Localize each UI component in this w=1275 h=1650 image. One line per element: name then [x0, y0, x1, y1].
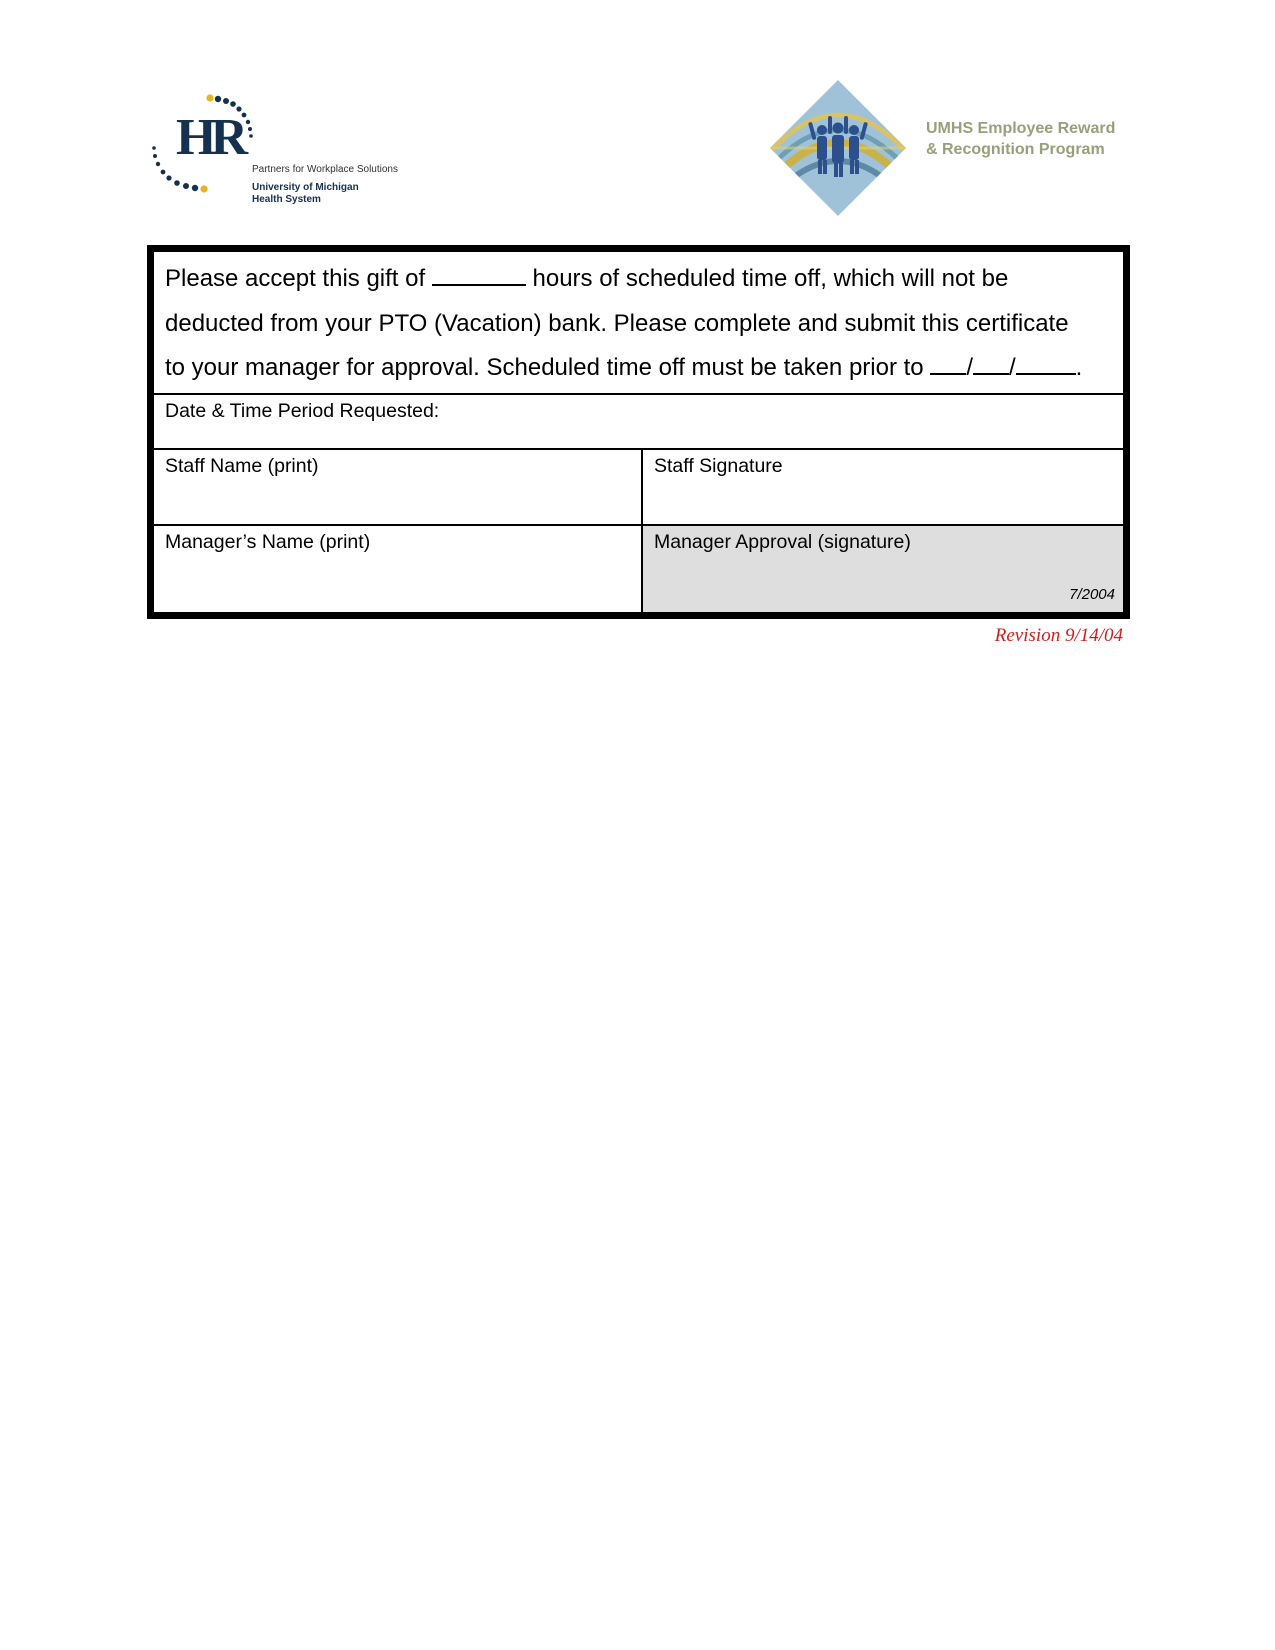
staff-name-field[interactable]	[154, 450, 643, 526]
reward-title-line1: UMHS Employee Reward	[926, 120, 1116, 137]
staff-signature-label: Staff Signature	[654, 455, 783, 477]
intro-line-1-start: Please accept this gift of	[165, 265, 426, 292]
date-time-period-field[interactable]	[154, 395, 1123, 450]
hr-mark: HR	[176, 109, 242, 166]
reward-emblem-icon	[768, 78, 908, 218]
time-off-certificate	[147, 245, 1130, 619]
hours-blank[interactable]	[432, 264, 526, 286]
manager-approval-label: Manager Approval (signature)	[654, 531, 911, 553]
hr-logo	[150, 90, 420, 215]
deadline-year-blank[interactable]	[1016, 353, 1076, 375]
hr-tagline: Partners for Workplace Solutions	[252, 164, 398, 175]
deadline-day-blank[interactable]	[973, 353, 1009, 375]
hr-org-name	[252, 182, 359, 206]
revision-note: Revision 9/14/04	[994, 625, 1123, 646]
intro-line-1	[165, 257, 1123, 302]
hr-org-line1: University of Michigan	[252, 182, 359, 193]
manager-name-field[interactable]	[154, 526, 643, 612]
deadline-month-blank[interactable]	[930, 353, 966, 375]
intro-line-3: to your manager for approval. Scheduled time off must be taken prior to / / .	[165, 354, 1083, 381]
form-version-date: 7/2004	[1069, 586, 1115, 603]
certificate-intro	[154, 252, 1123, 395]
intro-line-2: deducted from your PTO (Vacation) bank. Please complete and submit this certificate	[165, 309, 1069, 337]
reward-program-title	[926, 118, 1115, 160]
staff-signature-field[interactable]	[643, 450, 1123, 526]
reward-title-line2: & Recognition Program	[926, 141, 1105, 158]
intro-line-3-text: to your manager for approval. Scheduled time off must be taken prior to	[165, 354, 924, 381]
date-time-period-label: Date & Time Period Requested:	[165, 400, 440, 422]
manager-approval-field[interactable]	[643, 526, 1123, 612]
intro-line-1-end: hours of scheduled time off, which will not be	[532, 265, 1009, 292]
hr-org-line2: Health System	[252, 194, 321, 205]
manager-name-label: Manager’s Name (print)	[165, 531, 371, 553]
staff-name-label: Staff Name (print)	[165, 455, 319, 477]
